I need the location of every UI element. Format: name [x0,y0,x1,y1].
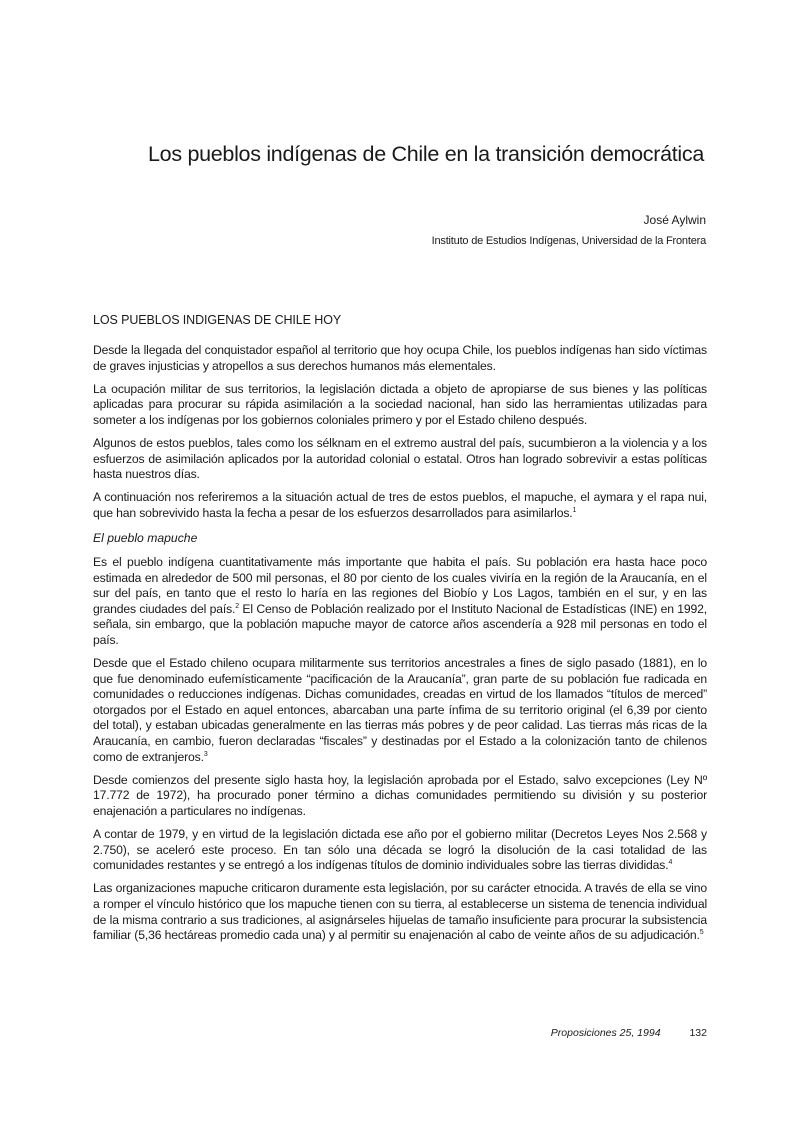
footnote-marker: 5 [699,929,704,937]
paragraph: Es el pueblo indígena cuantitativamente más importante que habita el país. Su población era hasta hace poco estimada en alrededor de 500 mil personas, el 80 por ciento de los cuales viviría en la región de la Araucanía, en el sur del país, en tanto que el resto lo haría en las regiones del Biobío y Los Lagos, también en el sur, y en las grandes ciudades del país.$^2$ El Censo de Población realizado por el Instituto Nacional de Estadísticas (INE) en 1992, señala, sin embargo, que la población mapuche mayor de catorce años ascendería a 928 mil personas en todo el país. [93,555,707,647]
author-name: José Aylwin [643,213,706,227]
footnote-marker: 2 [235,602,240,610]
author-affiliation: Instituto de Estudios Indígenas, Universidad de la Frontera [431,235,706,247]
paragraph: Las organizaciones mapuche criticaron duramente esta legislación, por su carácter etnocida. A través de ella se vino a romper el vínculo histórico que los mapuche tienen con su tierra, al establecerse un sistema de tenencia individual de la misma contrario a sus tradiciones, al asignárseles hijuelas de tamaño insuficiente para procurar la subsistencia familiar (5,36 hectáreas promedio cada una) y al permitir su enajenación al cabo de veinte años de su adjudicación.$^5$ [93,881,707,943]
paragraph: Desde que el Estado chileno ocupara militarmente sus territorios ancestrales a fines de siglo pasado (1881), en lo que fue denominado eufemísticamente “pacificación de la Araucanía”, gran parte de su población fue radicada en comunidades o reducciones indígenas. Dichas comunidades, creadas en virtud de los llamados “títulos de merced” otorgados por el Estado en aquel entonces, abarcaban una parte ínfima de su territorio original (el 6,39 por ciento del total), y estaban ubicadas generalmente en las tierras más pobres y de peor calidad. Las tierras más ricas de la Araucanía, en cambio, fueron declaradas “fiscales” y destinadas por el Estado a la colonización tanto de chilenos como de extranjeros.$^3$ [93,656,707,764]
paragraph: Desde comienzos del presente siglo hasta hoy, la legislación aprobada por el Estado, salvo excepciones (Ley Nº 17.772 de 1972), ha procurado poner término a dichas comunidades permitiendo su división y su posterior enajenación a particulares no indígenas. [93,772,707,818]
footnote-marker: 1 [572,506,577,514]
paragraph: La ocupación militar de sus territorios, la legislación dictada a objeto de apropiarse de sus bienes y las políticas aplicadas para procurar su rápida asimilación a la sociedad nacional, han sido las herramientas utilizadas para someter a los indígenas por los gobiernos coloniales primero y por el Estado chileno después. [93,381,707,427]
paragraph: Algunos de estos pueblos, tales como los sélknam en el extremo austral del país, sucumbieron a la violencia y a los esfuerzos de asimilación aplicados por la autoridad colonial o estatal. Otros han logrado sobrevivir a estas políticas hasta nuestros días. [93,435,707,482]
section-heading: LOS PUEBLOS INDIGENAS DE CHILE HOY [93,313,342,327]
footnote-marker: 4 [668,859,673,867]
article-body [93,343,707,951]
subsection-heading: El pueblo mapuche [93,531,198,546]
paragraph: A contar de 1979, y en virtud de la legislación dictada ese año por el gobierno militar (Decretos Leyes Nos 2.568 y 2.750), se aceleró este proceso. En tan sólo una década se logró la disolución de la casi totalidad de las comunidades restantes y se entregó a los indígenas títulos de dominio individuales sobre las tierras divididas.$^4$ [93,827,707,873]
page-number: 132 [689,1027,707,1039]
page-title: Los pueblos indígenas de Chile en la transición democrática [148,142,704,166]
footnote-marker: 3 [203,750,208,758]
paragraph: Desde la llegada del conquistador español al territorio que hoy ocupa Chile, los pueblos indígenas han sido víctimas de graves injusticias y atropellos a sus derechos humanos más elementales. [93,343,707,373]
journal-citation: Proposiciones 25, 1994 [550,1027,661,1039]
page-footer [551,1027,707,1039]
paragraph: A continuación nos referiremos a la situación actual de tres de estos pueblos, el mapuche, el aymara y el rapa nui, que han sobrevivido hasta la fecha a pesar de los esfuerzos desarrollados para asimilarlos.$^1$ [93,490,707,520]
